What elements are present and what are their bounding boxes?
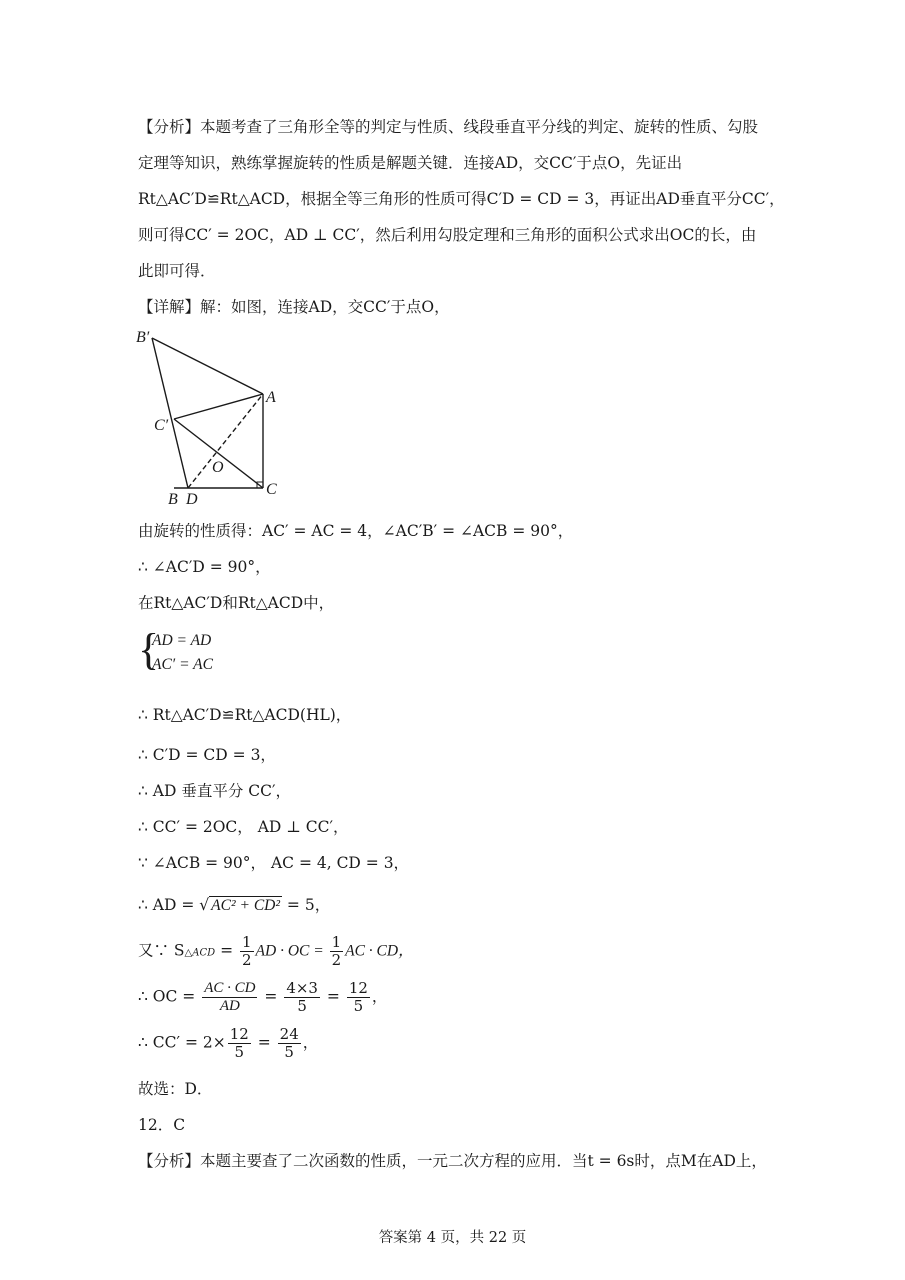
segment-b-prime-b	[152, 338, 188, 488]
half-fraction-1	[240, 934, 254, 969]
step-bisector: ∴ AD 垂直平分 CC′，	[138, 782, 292, 800]
segment-b-prime-a	[152, 338, 263, 394]
system-eq-1: AD = AD	[152, 632, 212, 649]
system-eq-2: AC′ = AC	[152, 656, 213, 673]
oc-f3-den: 5	[353, 997, 364, 1015]
oc-fraction-3	[347, 980, 370, 1015]
label-d: D	[186, 491, 198, 508]
cc-prefix: ∴ CC′ = 2×	[138, 1033, 226, 1052]
cc-fraction-2	[278, 1026, 301, 1061]
area-prefix: 又∵ S	[138, 941, 185, 960]
step-given: ∵ ∠ACB = 90°， AC = 4, CD = 3，	[138, 854, 410, 872]
half-num-2: 1	[331, 933, 342, 951]
step-in-triangles: 在Rt△AC′D和Rt△ACD中，	[138, 594, 335, 612]
oc-f1-den: AD	[219, 998, 240, 1014]
segment-a-d-dashed	[188, 394, 263, 488]
oc-f1-num: AC · CD	[204, 980, 256, 996]
half-den-1: 2	[241, 951, 252, 969]
question-number: 12．C	[138, 1116, 186, 1134]
segment-c-prime-c	[174, 419, 263, 488]
cc-f1-den: 5	[234, 1043, 245, 1061]
segment-c-prime-a	[174, 394, 263, 419]
geometry-diagram	[132, 324, 292, 508]
step-rotation: 由旋转的性质得：AC′ = AC = 4，∠AC′B′ = ∠ACB = 90°，	[138, 522, 574, 540]
half-num-1: 1	[241, 933, 252, 951]
area-mid: AD · OC =	[255, 942, 328, 960]
area-eq: =	[215, 941, 238, 960]
system-brace: {	[138, 625, 160, 674]
step-oc: ∴ OC = $\frac{AC \cdot CD}{AD}$ = $\frac{4\times 3}{5}$ = $\frac{12}{5}$ ，	[138, 979, 388, 1015]
cc-f2-den: 5	[284, 1043, 294, 1061]
area-end: AC · CD，	[345, 942, 414, 960]
label-b: B	[168, 491, 178, 508]
step-ad: ∴ AD = √ AC² + CD² = 5，	[138, 896, 331, 914]
cc-f2-num: 24	[279, 1025, 299, 1043]
ad-suffix: = 5，	[282, 896, 331, 914]
next-analysis: 【分析】本题主要查了二次函数的性质，一元二次方程的应用．当t = 6s时，点M在AD上，	[138, 1152, 767, 1170]
half-den-2: 2	[331, 951, 342, 969]
analysis-line-1: 【分析】本题考查了三角形全等的判定与性质、线段垂直平分线的判定、旋转的性质、勾股	[138, 118, 759, 136]
page-footer: 答案第 4 页，共 22 页	[378, 1230, 527, 1246]
label-o: O	[212, 459, 224, 476]
ad-root: AC² + CD²	[211, 897, 280, 914]
cc-f1-num: 12	[229, 1025, 249, 1043]
analysis-line-3: Rt△AC′D≌Rt△ACD，根据全等三角形的性质可得C′D = CD = 3，再证出AD垂直平分CC′，	[138, 190, 785, 208]
oc-fraction-2	[284, 980, 320, 1015]
label-b-prime: B′	[136, 329, 150, 346]
step-area	[138, 934, 414, 969]
cc-fraction-1	[228, 1026, 251, 1061]
choice-line: 故选：D．	[138, 1080, 213, 1098]
area-sub: △ACD	[184, 947, 216, 959]
label-c: C	[266, 481, 277, 498]
analysis-line-5: 此即可得．	[138, 262, 216, 280]
analysis-line-4: 则可得CC′ = 2OC，AD ⊥ CC′，然后利用勾股定理和三角形的面积公式求出OC的长，由	[138, 226, 757, 244]
oc-f2-num: 4×3	[286, 979, 318, 997]
oc-f2-den: 5	[297, 997, 307, 1015]
oc-f3-num: 12	[348, 979, 368, 997]
label-c-prime: C′	[154, 417, 169, 434]
ad-prefix: ∴ AD =	[138, 896, 200, 914]
step-cc-value: ∴ CC′ = 2× $\frac{12}{5}$ = $\frac{24}{5}$ ，	[138, 1025, 319, 1061]
half-fraction-2	[330, 934, 344, 969]
label-a: A	[266, 389, 276, 406]
oc-prefix: ∴ OC =	[138, 987, 201, 1006]
step-cd: ∴ C′D = CD = 3，	[138, 746, 276, 764]
analysis-line-2: 定理等知识，熟练掌握旋转的性质是解题关键．连接AD，交CC′于点O，先证出	[138, 154, 683, 172]
step-congruent: ∴ Rt△AC′D≌Rt△ACD(HL)，	[138, 706, 352, 724]
step-angle: ∴ ∠AC′D = 90°，	[138, 558, 271, 576]
detail-intro: 【详解】解：如图，连接AD，交CC′于点O，	[138, 298, 450, 316]
step-cc: ∴ CC′ = 2OC， AD ⊥ CC′，	[138, 818, 349, 836]
oc-fraction-1	[202, 980, 257, 1015]
